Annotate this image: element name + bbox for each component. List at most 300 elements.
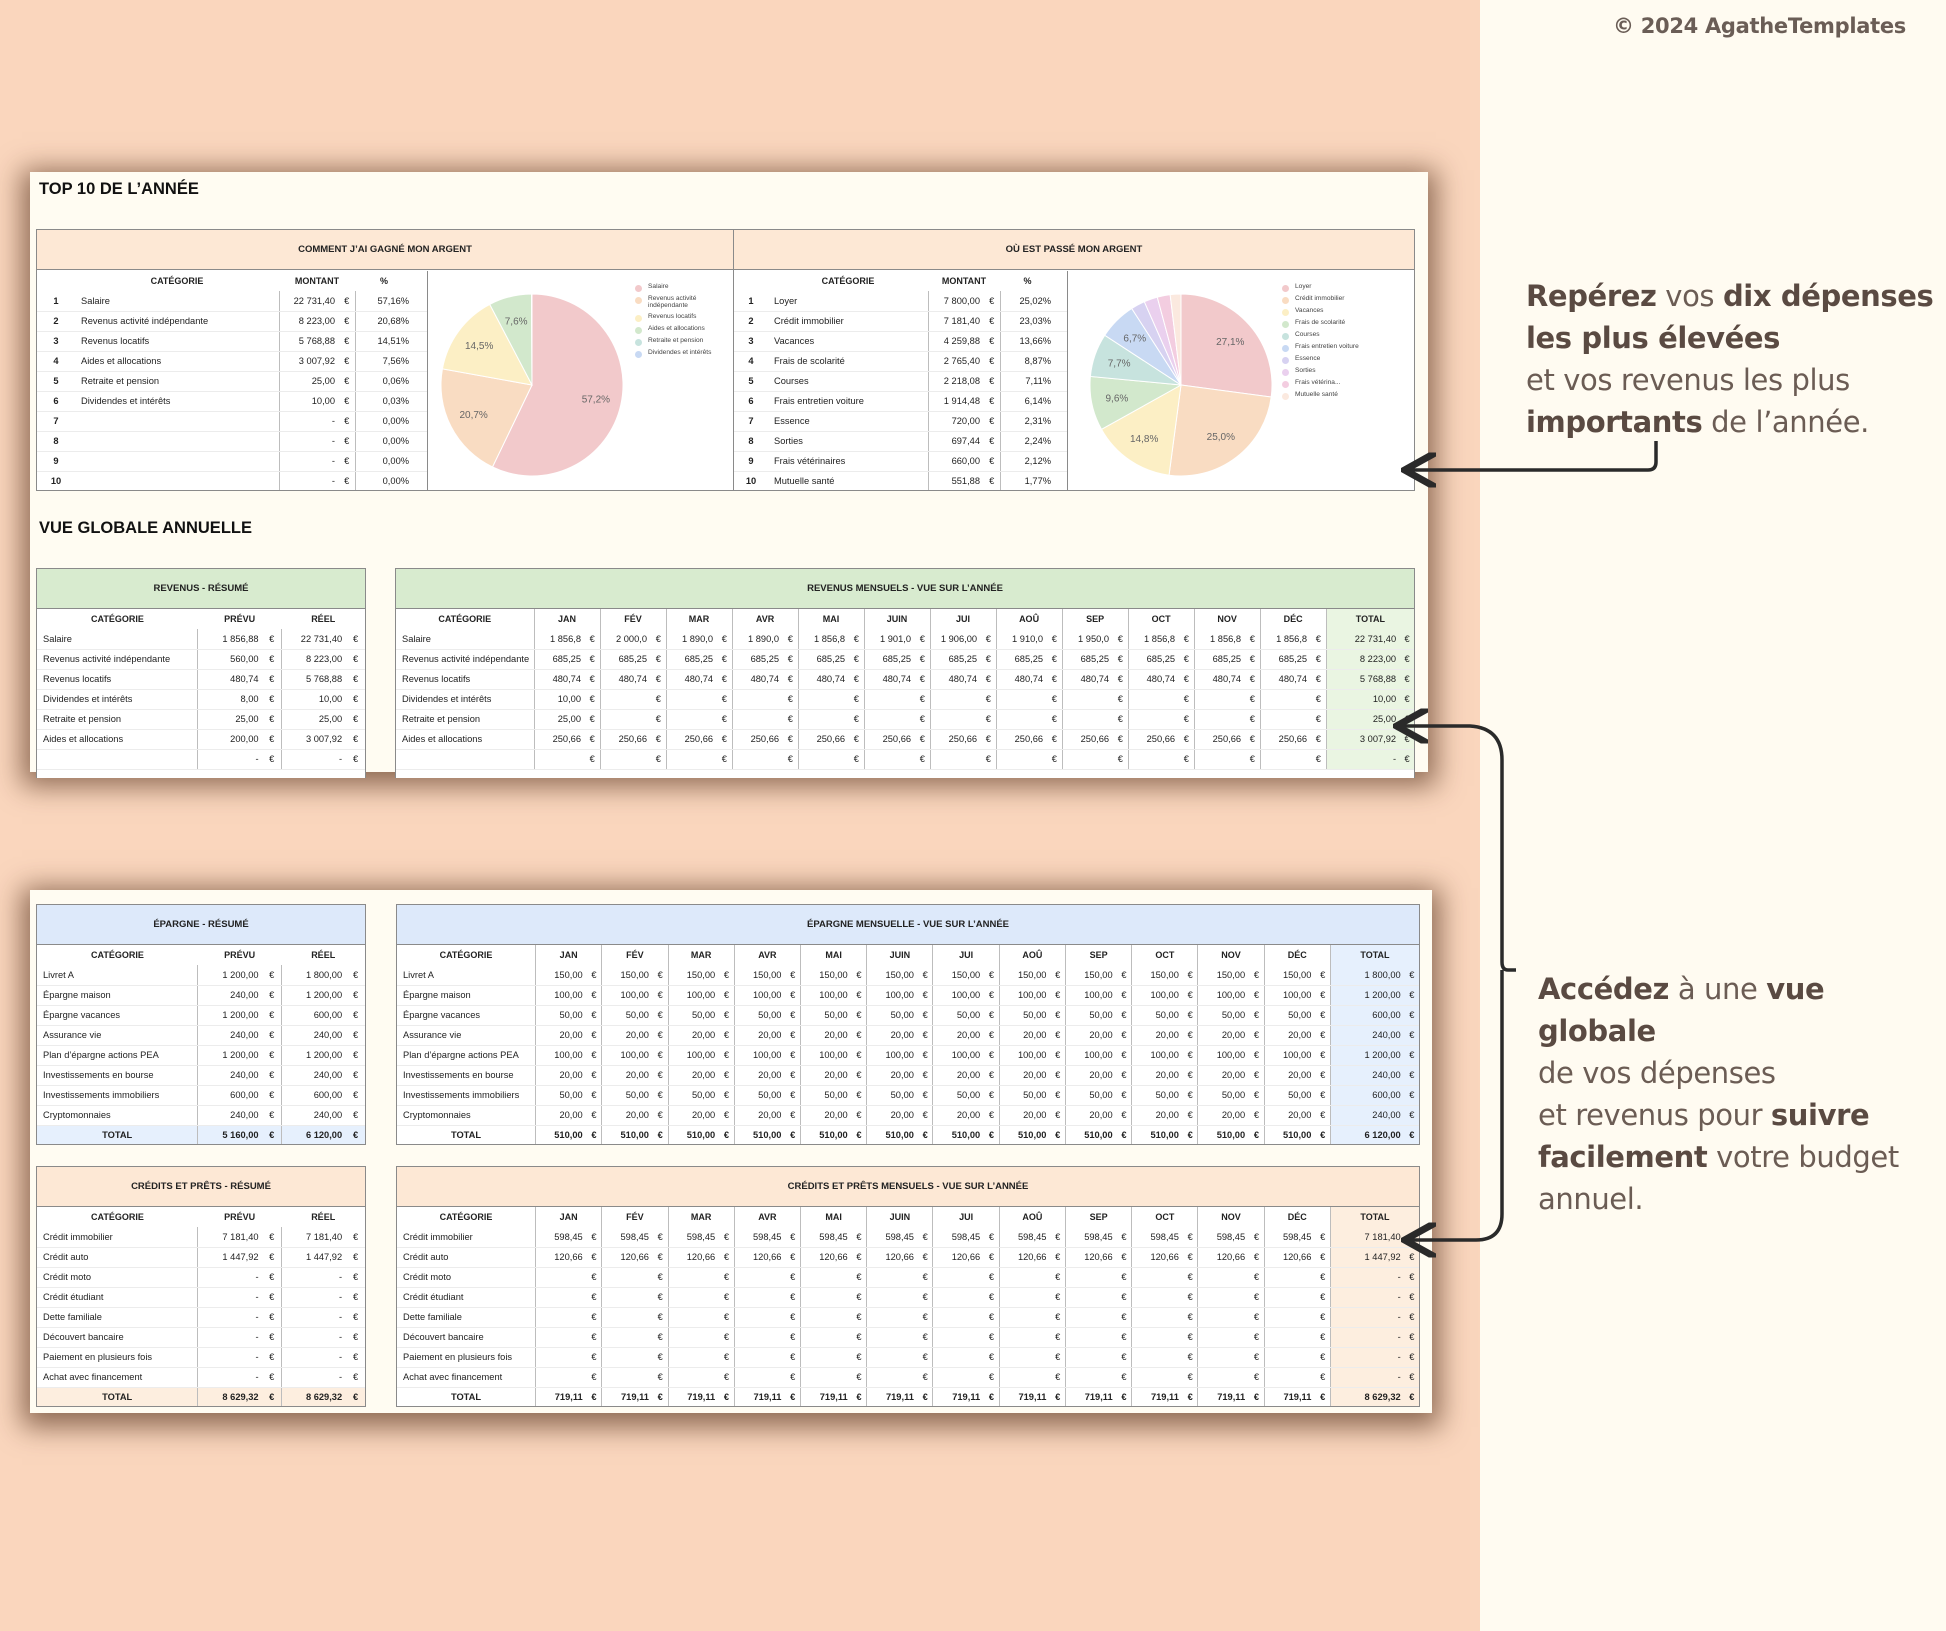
legend-swatch [635,297,642,304]
col-header-month: JUI [930,609,996,629]
currency-cell: € [915,669,930,689]
month-total-cell: 719,11 [734,1387,785,1407]
summary-row [37,1267,365,1287]
currency-cell: € [852,1387,867,1407]
category-cell: Crédit moto [397,1267,536,1287]
currency-cell: € [783,669,798,689]
currency-cell: € [263,709,282,729]
currency-cell: € [1117,1065,1132,1085]
month-value-cell: 598,45 [1132,1227,1183,1247]
spacer-cell [1055,311,1067,331]
rank-cell: 7 [37,411,75,431]
spacer-cell [413,311,427,331]
currency-cell: € [346,669,365,689]
currency-cell: € [984,291,1000,311]
total-value-cell: - [1330,1327,1404,1347]
currency-cell: € [346,1105,365,1125]
currency-cell: € [653,1105,668,1125]
percent-cell: 23,03% [1000,311,1055,331]
category-cell: Vacances [768,331,928,351]
month-value-cell [732,749,783,769]
category-cell: Crédit moto [37,1267,198,1287]
month-value-cell: 150,00 [668,965,719,985]
category-cell: Salaire [37,629,198,649]
currency-cell: € [587,1267,602,1287]
rank-cell: 4 [734,351,768,371]
currency-cell: € [849,729,864,749]
summary-row [37,1105,365,1125]
col-header-month: AVR [734,1207,800,1227]
currency-cell: € [587,1085,602,1105]
callout-line [1538,1136,1938,1178]
currency-cell: € [981,689,996,709]
col-header-category: CATÉGORIE [91,1212,144,1222]
category-cell: Dette familiale [397,1307,536,1327]
col-header-category: CATÉGORIE [91,950,144,960]
pie-slice [1169,385,1271,476]
col-header-month: SEP [1065,945,1131,965]
total-value-cell: 240,00 [1330,1025,1404,1045]
currency-cell: € [719,1227,734,1247]
revenue-summary-panel [36,568,366,778]
currency-cell: € [263,1247,282,1267]
month-value-cell [996,709,1047,729]
currency-cell: € [915,709,930,729]
currency-cell: € [1315,1327,1330,1347]
currency-cell: € [1245,629,1260,649]
month-value-cell: 100,00 [999,985,1050,1005]
month-value-cell: 50,00 [933,1005,984,1025]
currency-cell: € [651,729,666,749]
month-value-cell [933,1267,984,1287]
month-value-cell [666,749,717,769]
month-value-cell [996,749,1047,769]
legend-item [635,326,731,334]
currency-cell: € [653,1287,668,1307]
currency-cell: € [587,1367,602,1387]
currency-cell: € [1400,729,1414,749]
monthly-row [397,1267,1419,1287]
currency-cell: € [1050,1025,1065,1045]
month-value-cell [732,709,783,729]
currency-cell: € [1315,1085,1330,1105]
month-value-cell: 150,00 [999,965,1050,985]
currency-cell: € [587,1025,602,1045]
currency-cell: € [852,1085,867,1105]
col-header-category: CATÉGORIE [397,1207,536,1227]
month-value-cell: 150,00 [734,965,785,985]
callout-line [1538,968,1938,1052]
currency-cell: € [719,965,734,985]
category-cell: Salaire [396,629,534,649]
currency-cell: € [719,1387,734,1407]
month-value-cell: 20,00 [1132,1065,1183,1085]
month-total-cell: 510,00 [1264,1125,1315,1145]
month-value-cell: 598,45 [536,1227,587,1247]
legend-item [635,296,731,310]
month-value-cell [1128,689,1179,709]
currency-cell: € [1050,1085,1065,1105]
currency-cell: € [783,649,798,669]
currency-cell: € [981,669,996,689]
credits-monthly-panel [396,1166,1420,1407]
month-value-cell [798,689,849,709]
currency-cell: € [1117,1105,1132,1125]
month-value-cell [1194,709,1245,729]
amount-cell: - [279,431,339,451]
currency-cell: € [981,749,996,769]
top10-row [37,291,427,311]
currency-cell: € [1117,1247,1132,1267]
currency-cell: € [852,1307,867,1327]
col-header-month: AOÛ [999,1207,1065,1227]
actual-cell: - [281,1327,346,1347]
legend-swatch [635,327,642,334]
monthly-row [397,1287,1419,1307]
category-cell [75,431,279,451]
rank-cell: 10 [734,471,768,491]
month-value-cell: 685,25 [1062,649,1113,669]
currency-cell: € [587,1125,602,1145]
legend-label: Dividendes et intérêts [648,348,712,356]
category-cell: Achat avec financement [397,1367,536,1387]
savings-summary-panel [36,904,366,1145]
currency-cell: € [984,1247,999,1267]
summary-row [37,709,365,729]
currency-cell: € [918,1227,933,1247]
month-value-cell [734,1267,785,1287]
currency-cell: € [1249,965,1264,985]
month-value-cell [1065,1327,1116,1347]
category-cell: Crédit étudiant [37,1287,198,1307]
amount-cell: 5 768,88 [279,331,339,351]
month-value-cell [867,1347,918,1367]
currency-cell: € [1315,1347,1330,1367]
month-value-cell: 100,00 [1198,1045,1249,1065]
currency-cell: € [263,729,282,749]
currency-cell: € [346,689,365,709]
percent-cell: 7,11% [1000,371,1055,391]
month-value-cell: 120,66 [734,1247,785,1267]
pie-slice-label: 25,0% [1206,432,1236,444]
category-cell: Revenus locatifs [75,331,279,351]
month-value-cell: 120,66 [867,1247,918,1267]
currency-cell: € [1047,669,1062,689]
month-total-cell: 510,00 [734,1125,785,1145]
amount-cell: 4 259,88 [928,331,984,351]
currency-cell: € [719,1327,734,1347]
top10-row [734,431,1067,451]
category-cell: Crédit auto [397,1247,536,1267]
pie-slice-label: 57,2% [581,394,611,406]
callout-text: vos [1656,279,1723,313]
total-label-cell: TOTAL [397,1387,536,1407]
currency-cell: € [785,1267,800,1287]
planned-cell: 600,00 [198,1085,263,1105]
legend-label: Salaire [648,283,669,290]
currency-cell: € [651,689,666,709]
month-value-cell: 20,00 [800,1025,851,1045]
month-value-cell: 20,00 [1065,1025,1116,1045]
col-header-month: MAR [668,1207,734,1227]
month-value-cell: 20,00 [1264,1025,1315,1045]
currency-cell: € [785,1287,800,1307]
currency-cell: € [1183,985,1198,1005]
category-cell: Investissements immobiliers [37,1085,198,1105]
currency-cell: € [1315,1307,1330,1327]
spacer-cell [413,451,427,471]
month-value-cell [867,1327,918,1347]
month-value-cell: 120,66 [602,1247,653,1267]
planned-cell: 8,00 [198,689,263,709]
month-value-cell: 120,66 [999,1247,1050,1267]
month-value-cell: 598,45 [933,1227,984,1247]
category-cell: Courses [768,371,928,391]
pie-slice-label: 14,5% [464,341,494,353]
category-cell: Retraite et pension [75,371,279,391]
currency-cell: € [263,1267,282,1287]
currency-cell: € [785,1367,800,1387]
col-header-month: JUIN [867,1207,933,1227]
currency-cell: € [1249,1085,1264,1105]
currency-cell: € [1050,1347,1065,1367]
currency-cell: € [984,331,1000,351]
spacer-cell [1055,351,1067,371]
category-cell: Sorties [768,431,928,451]
col-header-month: OCT [1132,1207,1198,1227]
month-value-cell: 150,00 [933,965,984,985]
month-value-cell: 1 906,00 [930,629,981,649]
legend-swatch [635,315,642,322]
col-header-month: JAN [534,609,600,629]
currency-cell: € [719,1005,734,1025]
month-value-cell [734,1347,785,1367]
amount-cell: 25,00 [279,371,339,391]
month-value-cell: 50,00 [1198,1005,1249,1025]
month-value-cell: 598,45 [999,1227,1050,1247]
col-header-total: TOTAL [1326,609,1414,629]
summary-total-row [37,1125,365,1145]
currency-cell: € [263,749,282,769]
currency-cell: € [587,1347,602,1367]
month-value-cell: 250,66 [1260,729,1311,749]
legend-swatch [1282,285,1289,292]
category-cell [396,749,534,769]
month-value-cell [800,1307,851,1327]
currency-cell: € [1311,649,1326,669]
currency-cell: € [1179,729,1194,749]
currency-cell: € [1183,1347,1198,1367]
legend-item [635,338,731,346]
amount-cell: 10,00 [279,391,339,411]
summary-row [37,1247,365,1267]
actual-cell: - [281,1307,346,1327]
month-value-cell: 50,00 [999,1005,1050,1025]
credits-summary-table [37,1207,365,1407]
col-header-month: FÉV [602,945,668,965]
month-value-cell [1194,689,1245,709]
credits-monthly-header: CRÉDITS ET PRÊTS MENSUELS - VUE SUR L’ANNÉE [397,1167,1419,1207]
currency-cell: € [1183,1247,1198,1267]
actual-total-cell: 6 120,00 [281,1125,346,1145]
planned-cell: 240,00 [198,985,263,1005]
summary-row [37,649,365,669]
category-cell [75,411,279,431]
spacer-cell [413,351,427,371]
currency-cell: € [1050,1367,1065,1387]
total-value-cell: 600,00 [1330,1005,1404,1025]
currency-cell: € [852,1025,867,1045]
spacer-cell [413,391,427,411]
currency-cell: € [1315,1387,1330,1407]
summary-row [37,1045,365,1065]
currency-cell: € [918,1287,933,1307]
amount-cell: 551,88 [928,471,984,491]
monthly-row [397,1347,1419,1367]
currency-cell: € [346,629,365,649]
month-value-cell: 20,00 [536,1025,587,1045]
currency-cell: € [852,1227,867,1247]
currency-cell: € [1405,1065,1419,1085]
month-value-cell [534,749,585,769]
top10-row [734,311,1067,331]
currency-cell: € [1183,1287,1198,1307]
credits-summary-header: CRÉDITS ET PRÊTS - RÉSUMÉ [37,1167,365,1207]
currency-cell: € [1047,729,1062,749]
month-total-cell: 510,00 [1132,1125,1183,1145]
currency-cell: € [263,689,282,709]
month-value-cell: 250,66 [996,729,1047,749]
month-value-cell: 50,00 [800,1085,851,1105]
actual-cell: - [281,1287,346,1307]
month-value-cell: 598,45 [800,1227,851,1247]
month-value-cell [600,689,651,709]
category-cell: Plan d’épargne actions PEA [37,1045,198,1065]
col-header-actual: RÉEL [311,950,336,960]
summary-row [37,965,365,985]
month-value-cell [1128,749,1179,769]
category-cell: Revenus activité indépendante [396,649,534,669]
currency-cell: € [719,1025,734,1045]
monthly-row [397,1045,1419,1065]
summary-row [37,1025,365,1045]
currency-cell: € [717,689,732,709]
actual-cell: 1 200,00 [281,985,346,1005]
currency-cell: € [849,689,864,709]
currency-cell: € [717,629,732,649]
revenue-summary-table [37,609,365,770]
currency-cell: € [915,749,930,769]
actual-cell: 1 800,00 [281,965,346,985]
month-value-cell: 598,45 [867,1227,918,1247]
month-value-cell: 598,45 [1198,1227,1249,1247]
legend-label: Sorties [1295,367,1316,374]
currency-cell: € [1405,1307,1419,1327]
month-value-cell [867,1267,918,1287]
currency-cell: € [339,451,355,471]
currency-cell: € [1400,629,1414,649]
rank-cell: 8 [734,431,768,451]
month-value-cell [536,1307,587,1327]
currency-cell: € [1179,709,1194,729]
category-cell: Épargne maison [37,985,198,1005]
currency-cell: € [1245,729,1260,749]
rank-cell: 10 [37,471,75,491]
percent-cell: 0,00% [355,431,413,451]
month-value-cell [602,1287,653,1307]
month-value-cell: 20,00 [668,1025,719,1045]
col-header-month: AVR [732,609,798,629]
month-value-cell [1198,1367,1249,1387]
currency-cell: € [1183,1065,1198,1085]
legend-item [1282,368,1392,376]
month-value-cell: 1 856,8 [534,629,585,649]
callout-line [1538,1094,1938,1136]
legend-item [1282,392,1392,400]
month-value-cell: 20,00 [602,1065,653,1085]
month-value-cell: 100,00 [734,985,785,1005]
month-value-cell [864,709,915,729]
actual-cell: 240,00 [281,1025,346,1045]
col-header-category: CATÉGORIE [821,276,875,286]
currency-cell: € [653,1367,668,1387]
currency-cell: € [717,649,732,669]
pie-slice-label: 9,6% [1105,393,1129,405]
month-value-cell: 480,74 [1062,669,1113,689]
monthly-row [397,1367,1419,1387]
month-value-cell: 20,00 [1198,1065,1249,1085]
rank-cell: 6 [734,391,768,411]
legend-item [1282,344,1392,352]
month-value-cell: 20,00 [999,1025,1050,1045]
currency-cell: € [339,391,355,411]
month-value-cell: 120,66 [800,1247,851,1267]
month-value-cell: 685,25 [534,649,585,669]
currency-cell: € [346,1367,365,1387]
currency-cell: € [852,985,867,1005]
currency-cell: € [783,629,798,649]
currency-cell: € [1249,1367,1264,1387]
month-value-cell: 598,45 [668,1227,719,1247]
callout-text: votre budget [1707,1140,1899,1174]
category-cell: Retraite et pension [37,709,198,729]
top10-row [734,331,1067,351]
currency-cell: € [346,1347,365,1367]
spacer-cell [1055,471,1067,491]
month-value-cell: 685,25 [732,649,783,669]
rank-cell: 9 [734,451,768,471]
month-value-cell: 20,00 [1198,1025,1249,1045]
callout-overview [1538,968,1938,1220]
currency-cell: € [984,1005,999,1025]
actual-cell: - [281,1367,346,1387]
category-cell: Crédit immobilier [37,1227,198,1247]
month-total-cell: 719,11 [800,1387,851,1407]
currency-cell: € [1050,1327,1065,1347]
col-header-month: DÉC [1264,945,1330,965]
category-cell: Épargne vacances [37,1005,198,1025]
month-value-cell: 100,00 [536,985,587,1005]
month-value-cell [999,1287,1050,1307]
monthly-row [396,669,1414,689]
month-value-cell [1198,1327,1249,1347]
legend-item [1282,332,1392,340]
currency-cell: € [651,649,666,669]
currency-cell: € [587,1307,602,1327]
currency-cell: € [719,1287,734,1307]
annual-overview-title: VUE GLOBALE ANNUELLE [39,519,252,537]
col-header-actual: RÉEL [311,614,336,624]
